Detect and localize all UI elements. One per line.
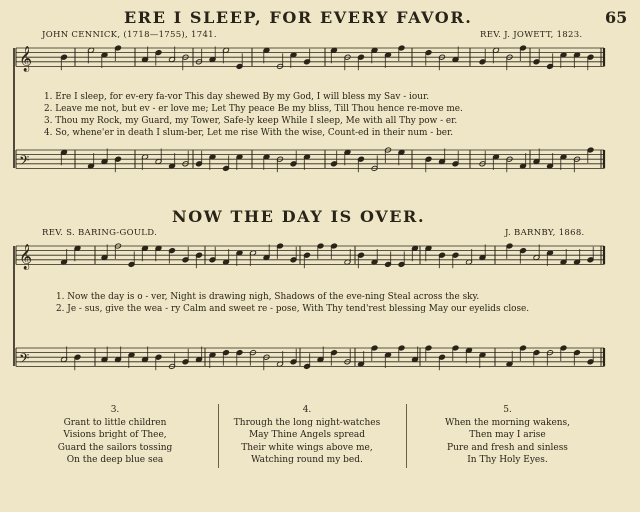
page-number: 65 <box>605 8 628 27</box>
stanza-line: In Thy Holy Eyes. <box>467 455 548 466</box>
stanza-line: Pure and fresh and sinless <box>447 442 568 453</box>
stanza-line: Then may I arise <box>469 430 546 441</box>
hymn1-verse-2: 2. Leave me not, but ev - er love me; Let Thy peace Be my bliss, Till Thou hence re-move me. <box>44 104 463 114</box>
hymn1-verse-1: 1. Ere I sleep, for ev-ery fa-vor This day shewed By my God, I will bless my Sav - iour. <box>44 92 430 102</box>
hymn1-title: ERE I SLEEP, FOR EVERY FAVOR. <box>124 8 473 27</box>
hymn2-verse-1: 1. Now the day is o - ver, Night is drawing nigh, Shadows of the eve-ning Steal across the sky. <box>56 292 480 302</box>
treble-clef-icon: 𝄞 <box>19 244 33 270</box>
bass-clef-icon: 𝄢 <box>19 350 30 370</box>
stanza-4-number: 4. <box>302 405 312 415</box>
hymn1-verse-3: 3. Thou my Rock, my Guard, my Tower, Safe-ly keep While I sleep, Me with all Thy pow - er. <box>44 116 458 126</box>
stanza-line: When the morning wakens, <box>444 417 571 428</box>
stanza-line: Grant to little children <box>63 417 167 428</box>
stanza-line: Visions bright of Thee, <box>63 430 167 441</box>
stanza-line: Their white wings above me, <box>241 442 373 453</box>
treble-clef-icon: 𝄞 <box>19 46 33 72</box>
stanza-line: Watching round my bed. <box>251 455 363 466</box>
hymn2-title: NOW THE DAY IS OVER. <box>172 207 426 226</box>
hymn2-composer: J. BARNBY, 1868. <box>505 228 585 238</box>
stanza-line: Guard the sailors tossing <box>57 442 173 453</box>
hymn1-verse-4: 4. So, whene'er in death I slum-ber, Let me rise With the wise, Count-ed in their num - ber. <box>44 128 454 138</box>
hymn2-verse-2: 2. Je - sus, give the wea - ry Calm and sweet re - pose, With Thy tend'rest blessing May our eyelids close. <box>56 304 530 314</box>
stanza-line: Through the long night-watches <box>233 417 381 428</box>
stanza-5-number: 5. <box>503 405 512 415</box>
hymn1-author: JOHN CENNICK, (1718—1755), 1741. <box>42 30 217 40</box>
bass-clef-icon: 𝄢 <box>19 152 30 172</box>
stanza-3-number: 3. <box>110 405 120 415</box>
hymn2-author: REV. S. BARING-GOULD. <box>42 228 158 238</box>
hymn1-composer: REV. J. JOWETT, 1823. <box>480 30 583 40</box>
stanza-line: May Thine Angels spread <box>248 430 366 441</box>
stanza-line: On the deep blue sea <box>66 455 164 466</box>
